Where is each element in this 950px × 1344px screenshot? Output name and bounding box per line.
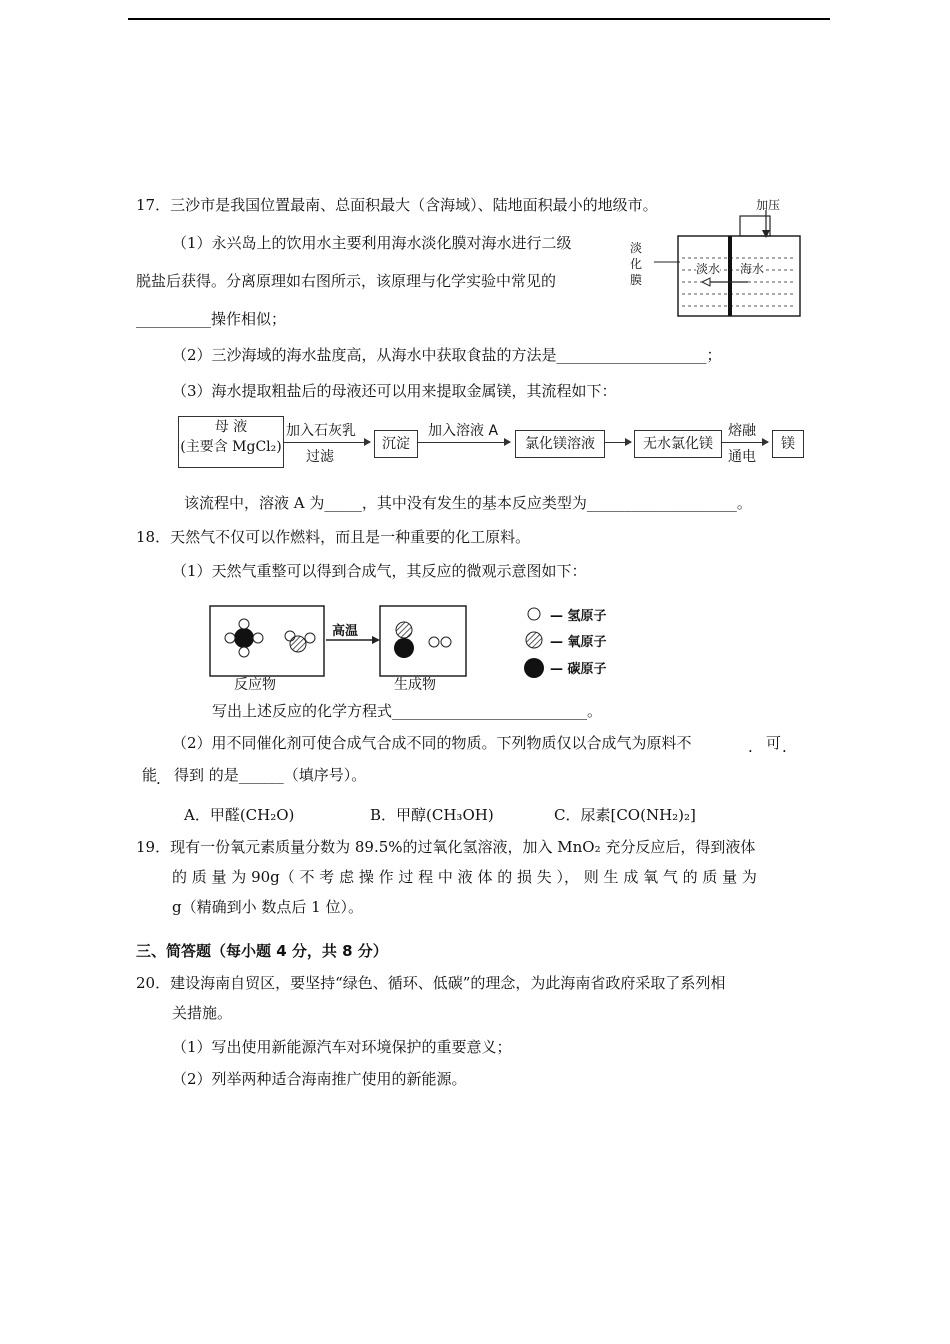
- condition-high-temp: 高温: [332, 624, 359, 639]
- q18-equation-prompt: 写出上述反应的化学方程式__________________________。: [212, 702, 603, 720]
- flow-arrow-3: [605, 442, 631, 443]
- flow-arrow-4: [722, 442, 768, 443]
- flow-arrow-2: [418, 442, 510, 443]
- q19-line3: g（精确到小 数点后 1 位）。: [172, 898, 363, 916]
- flow-step2-label: 加入溶液 A: [428, 423, 499, 439]
- flow-mother-title: 母 液: [214, 419, 248, 435]
- flow-step3-sub: 通电: [728, 449, 756, 465]
- desalination-figure: [620, 196, 810, 326]
- q18-part1: （1）天然气重整可以得到合成气，其反应的微观示意图如下：: [172, 562, 587, 580]
- reactant-label: 反应物: [234, 677, 276, 693]
- flow-mother-note: (主要含 MgCl₂): [180, 439, 282, 455]
- legend-oxygen: — 氧原子: [550, 635, 607, 650]
- q18-part2-line2: 得到 的是______（填序号）。: [174, 766, 367, 784]
- q19-line1: 19．现有一份氧元素质量分数为 89.5%的过氧化氢溶液，加入 MnO₂ 充分反应后，得到液体: [136, 838, 756, 856]
- q17-stem: 17．三沙市是我国位置最南、总面积最大（含海域）、陆地面积最小的地级市。: [136, 196, 658, 214]
- q18-option-b: B．甲醇(CH₃OH): [370, 806, 494, 824]
- sea-water-label: 海水: [740, 262, 765, 276]
- q18-part2-neng: 能: [142, 766, 158, 784]
- legend-carbon: — 碳原子: [550, 662, 607, 677]
- q18-option-a: A．甲醛(CH₂O): [184, 806, 295, 824]
- flow-step1-label: 加入石灰乳: [286, 423, 356, 439]
- header-rule: [128, 18, 830, 20]
- q18-stem: 18．天然气不仅可以作燃料，而且是一种重要的化工原料。: [136, 528, 531, 546]
- flow-magnesium: 镁: [772, 430, 804, 458]
- q17-part4: 该流程中，溶液 A 为_____，其中没有发生的基本反应类型为____________________。: [184, 494, 752, 512]
- q17-part2: （2）三沙海域的海水盐度高，从海水中获取食盐的方法是____________________；: [172, 346, 722, 364]
- emphasis-dot: ·: [748, 742, 753, 760]
- section-3-title: 三、简答题（每小题 4 分，共 8 分）: [136, 942, 388, 960]
- fresh-water-label: 淡水: [696, 262, 721, 276]
- emphasis-dot: ·: [156, 774, 161, 792]
- q20-part2: （2）列举两种适合海南推广使用的新能源。: [172, 1070, 467, 1088]
- flow-arrow-1: [284, 442, 370, 443]
- q17-part3: （3）海水提取粗盐后的母液还可以用来提取金属镁，其流程如下：: [172, 382, 617, 400]
- flow-step1-sub: 过滤: [306, 449, 334, 465]
- q17-part1-line2: 脱盐后获得。分离原理如右图所示，该原理与化学实验中常见的: [136, 272, 557, 290]
- flow-anhydrous-mgcl2: 无水氯化镁: [634, 430, 722, 458]
- emphasis-dot: ·: [782, 742, 787, 760]
- product-label: 生成物: [394, 677, 436, 693]
- membrane-label: 淡化膜: [630, 241, 643, 287]
- pressure-label: 加压: [756, 198, 781, 212]
- legend-hydrogen: — 氢原子: [550, 609, 607, 624]
- q20-line2: 关措施。: [172, 1004, 233, 1022]
- flow-step3-label: 熔融: [728, 423, 756, 439]
- q17-part1-line3: __________操作相似；: [136, 310, 287, 328]
- q18-option-c: C．尿素[CO(NH₂)₂]: [554, 806, 696, 824]
- flow-mgcl2-solution: 氯化镁溶液: [515, 430, 605, 458]
- q18-part2-line1: （2）用不同催化剂可使合成气合成不同的物质。下列物质仅以合成气为原料不: [172, 734, 692, 752]
- q19-line2: 的 质 量 为 90g（ 不 考 虑 操 作 过 程 中 液 体 的 损 失 ）， 则 生 成 氧 气 的 质 量 为: [172, 868, 757, 886]
- micro-diagram: [208, 598, 648, 694]
- q20-part1: （1）写出使用新能源汽车对环境保护的重要意义；: [172, 1038, 512, 1056]
- q18-part2-ke: 可: [766, 734, 782, 752]
- q20-line1: 20．建设海南自贸区，要坚持“绿色、循环、低碳”的理念，为此海南省政府采取了系列相: [136, 974, 726, 992]
- flow-precipitate: 沉淀: [374, 430, 418, 458]
- flow-mother-liquor: [178, 416, 284, 468]
- q17-part1-line1: （1）永兴岛上的饮用水主要利用海水淡化膜对海水进行二级: [172, 234, 572, 252]
